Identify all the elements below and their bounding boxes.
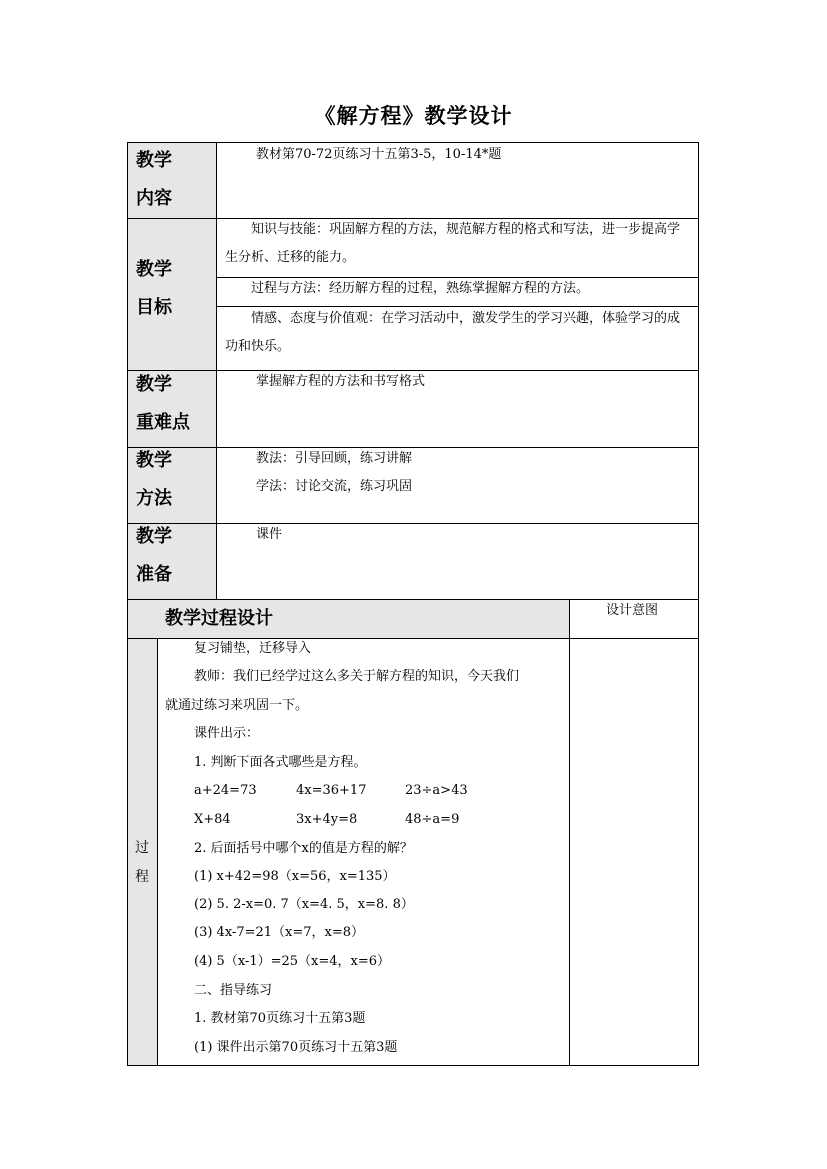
- process-side-label-2: 程: [135, 869, 149, 885]
- methods-label-line2: 方法: [136, 488, 172, 509]
- equation-item: 4x=36+17: [296, 783, 367, 798]
- process-header-title: 教学过程设计: [165, 608, 273, 629]
- goal-attitude: 情感、态度与价值观：在学习活动中，激发学生的学习兴趣，体验学习的成功和快乐。: [225, 311, 681, 354]
- process-side-label-1: 过: [135, 840, 149, 856]
- equation-item: X+84: [194, 812, 231, 827]
- equation-item: a+24=73: [194, 783, 257, 798]
- process-side-label: [135, 834, 149, 892]
- process-line-q1-title: 1. 判断下面各式哪些是方程。: [194, 755, 367, 770]
- process-line-textbook-ex: 1. 教材第70页练习十五第3题: [194, 1011, 366, 1026]
- preparation-text: 课件: [256, 527, 283, 542]
- equation-item: 48÷a=9: [405, 812, 460, 827]
- process-line-q2-3: (3) 4x-7=21（x=7，x=8）: [194, 925, 365, 940]
- methods-label-line1: 教学: [136, 450, 172, 471]
- process-line-review: 复习铺垫，迁移导入: [194, 641, 312, 656]
- keypoints-text: 掌握解方程的方法和书写格式: [256, 374, 426, 389]
- process-line-courseware-ex: (1) 课件出示第70页练习十五第3题: [194, 1040, 398, 1055]
- keypoints-label-line2: 重难点: [136, 412, 190, 433]
- goal-process: 过程与方法：经历解方程的过程，熟练掌握解方程的方法。: [251, 281, 590, 296]
- keypoints-label: [136, 366, 190, 442]
- equation-item: 23÷a>43: [405, 783, 468, 798]
- goal-knowledge: 知识与技能：巩固解方程的方法，规范解方程的格式和写法，进一步提高学生分析、迁移的能力。: [225, 222, 681, 265]
- goals-label: [136, 251, 172, 327]
- content-text: 教材第70-72页练习十五第3-5，10-14*题: [256, 147, 502, 162]
- preparation-label-line1: 教学: [136, 526, 172, 547]
- methods-learning: 学法：讨论交流，练习巩固: [256, 479, 413, 494]
- preparation-label: [136, 518, 172, 594]
- process-line-q2-title: 2. 后面括号中哪个x的值是方程的解？: [194, 841, 413, 856]
- goals-label-line2: 目标: [136, 297, 172, 318]
- content-label-line2: 内容: [136, 188, 172, 209]
- process-line-guided-practice: 二、指导练习: [194, 983, 273, 998]
- methods-teaching: 教法：引导回顾，练习讲解: [256, 451, 413, 466]
- preparation-label-line2: 准备: [136, 564, 172, 585]
- process-line-teacher-cont: 就通过练习来巩固一下。: [165, 698, 309, 713]
- content-label: [136, 142, 172, 218]
- keypoints-label-line1: 教学: [136, 374, 172, 395]
- process-line-courseware: 课件出示：: [194, 726, 260, 741]
- document-title: 《解方程》教学设计: [314, 104, 513, 128]
- methods-label: [136, 442, 172, 518]
- equation-item: 3x+4y=8: [296, 812, 358, 827]
- process-line-q2-4: (4) 5（x-1）=25（x=4，x=6）: [194, 954, 391, 969]
- process-line-q2-2: (2) 5. 2-x=0. 7（x=4. 5，x=8. 8）: [194, 897, 414, 912]
- goals-label-line1: 教学: [136, 259, 172, 280]
- process-line-teacher: 教师：我们已经学过这么多关于解方程的知识，今天我们: [194, 669, 520, 684]
- process-header-intent: 设计意图: [606, 603, 659, 618]
- process-line-q2-1: (1) x+42=98（x=56，x=135）: [194, 869, 396, 884]
- content-label-line1: 教学: [136, 150, 172, 171]
